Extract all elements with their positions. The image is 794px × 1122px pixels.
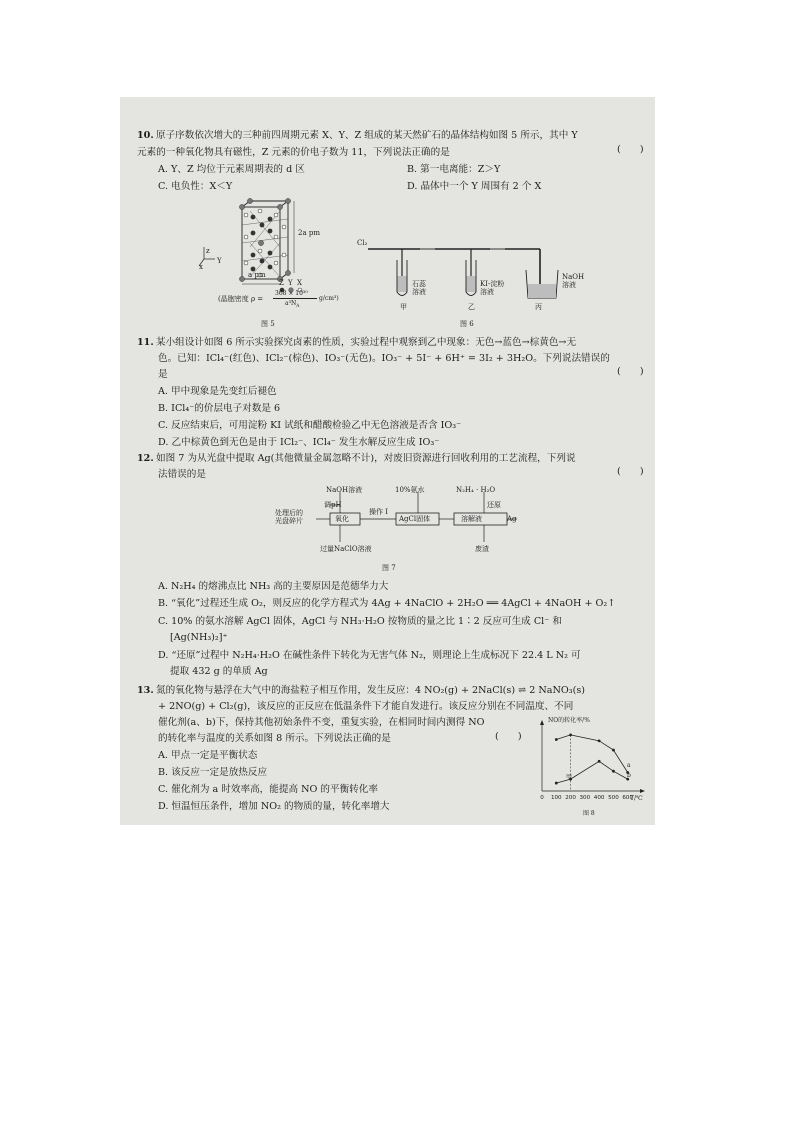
fig7-reduce: 还原 [487,501,501,509]
fig7-caption: 图 7 [382,564,396,572]
fig5-axis-x: x [199,263,203,271]
fig6-label-bing: 丙 [535,303,542,311]
fig6-apparatus [360,242,575,307]
q13-option-a: A. 甲点一定是平衡状态 [158,750,258,761]
q13-option-d: D. 恒温恒压条件，增加 NO₂ 的物质的量，转化率增大 [158,801,390,812]
q10-option-c: C. 电负性：X＜Y [158,181,233,192]
q10-number: 10. [137,130,154,141]
fig5-dim-a: a pm [248,271,266,279]
fig8-xtick-0: 0 [540,795,544,801]
fig8-xtick-200: 200 [565,795,576,801]
fig7-adjust-ph: 调pH [324,501,342,509]
q12-option-b: B. “氧化”过程还生成 O₂，则反应的化学方程式为 4Ag + 4NaClO + 2H₂O ══ 4AgCl + 4NaOH + O₂↑ [158,598,616,609]
fig5-caption: 图 5 [261,320,275,328]
q13-stem-line1: 氮的氧化物与悬浮在大气中的海盐粒子相互作用，发生反应：4 NO₂(g) + 2NaCl(s) ⇌ 2 NaNO₃(s) [156,685,586,696]
bing-liquid [528,284,556,298]
yi-liquid [467,276,476,292]
fig6-caption: 图 6 [460,320,474,328]
q13-stem-line3: 催化剂(a、b)下，保持其他初始条件不变，重复实验，在相同时间内测得 NO [158,717,485,728]
fig5-dim-2a: 2a pm [298,229,320,237]
fig8-point-jia: 甲 [566,774,573,781]
fig6-yi-reagent: KI-淀粉 溶液 [480,280,505,296]
q11-number: 11. [137,337,154,348]
q10-stem-line2: 元素的一种氧化物具有磁性，Z 元素的价电子数为 11，下列说法正确的是 [137,147,450,158]
fig6-bing-reagent: NaOH 溶液 [562,273,585,289]
fig8-caption: 图 8 [583,810,595,817]
q12-option-d-line2: 提取 432 g 的单质 Ag [170,666,268,677]
fig8-xtick-400: 400 [593,795,605,801]
fig5-fraction-bar [273,298,317,299]
fig8-chart [530,719,650,819]
fig5-legend-z: Z [279,279,284,287]
fig5-density-label: (晶胞密度 ρ = [218,295,264,303]
fig8-series-b-label: b [627,772,631,779]
fig8-xtick-600: 600 [622,795,634,801]
q13-stem-line2: + 2NO(g) + Cl₂(g)，该反应的正反应在低温条件下才能自发进行。该反应分别在不同温度、不同 [158,701,574,712]
q11-option-b: B. ICl₄⁻的价层电子对数是 6 [158,403,281,414]
fig6-jia-reagent: 石蕊 溶液 [412,280,426,296]
jia-liquid [398,276,407,292]
fig5-density-unit: g/cm³) [319,295,339,302]
fig8-xtick-300: 300 [579,795,591,801]
fig6-gas-label: Cl₂ [357,239,368,247]
q11-option-c: C. 反应结束后，可用淀粉 KI 试纸和醋酸检验乙中无色溶液是否含 IO₃⁻ [158,420,462,431]
q12-option-d-line1: D. “还原”过程中 N₂H₄·H₂O 在碱性条件下转化为无害气体 N₂，则理论上生成标况下 22.4 L N₂ 可 [158,650,581,661]
fig7-solution: 溶解液 [461,515,482,523]
fig7-naclo: 过量NaClO溶液 [320,545,372,553]
fig8-series-a-label: a [627,762,631,769]
fig6-label-yi: 乙 [468,303,475,311]
q13-number: 13. [137,685,154,696]
fig8-xtick-100: 100 [550,795,562,801]
fig8-xtick-500: 500 [608,795,619,801]
fig8-point-b-3 [612,770,615,773]
q13-stem-line4: 的转化率与温度的关系如图 8 所示。下列说法正确的是 [158,733,391,744]
q12-stem-line2: 法错误的是 [158,469,206,480]
q11-option-a: A. 甲中现象是先变红后褪色 [158,386,277,397]
q12-number: 12. [137,453,154,464]
q12-option-c-line2: [Ag(NH₃)₂]⁺ [170,632,228,643]
q10-stem-line1: 原子序数依次增大的三种前四周期元素 X、Y、Z 组成的某天然矿石的晶体结构如图 5 所示，其中 Y [156,130,578,141]
fig5-density-numerator: 368 × 10³⁰ [275,290,308,297]
q10-option-d: D. 晶体中一个 Y 周围有 2 个 X [407,181,542,192]
fig5-density-denominator: $a^3N_A$ [285,300,300,309]
q13-option-c: C. 催化剂为 a 时效率高，能提高 NO 的平衡转化率 [158,784,378,795]
q11-stem-line3: 是 [158,369,168,380]
q11-option-d: D. 乙中棕黄色到无色是由于 ICl₂⁻、ICl₄⁻ 发生水解反应生成 IO₃⁻ [158,437,440,448]
q12-option-a: A. N₂H₄ 的熔沸点比 NH₃ 高的主要原因是范德华力大 [158,581,389,592]
fig7-start-material: 处理后的 光盘碎片 [275,509,303,525]
fig7-hydrazine: N₂H₄ · H₂O [456,486,496,494]
fig8-point-a-3 [612,749,615,752]
q11-answer-paren: ( ) [617,366,644,377]
q12-stem-line1: 如图 7 为从光盘中提取 Ag(其他微量金属忽略不计)，对废旧资源进行回收利用的工艺流程，下列说 [156,453,576,464]
fig5-legend-y: Y [288,279,293,287]
fig7-naoh: NaOH溶液 [326,486,363,494]
fig8-point-b-0 [555,782,558,785]
q10-option-a: A. Y、Z 均位于元素周期表的 d 区 [158,164,305,175]
fig5-axis-y: Y [217,257,222,265]
q12-option-c-line1: C. 10% 的氨水溶解 AgCl 固体，AgCl 与 NH₃·H₂O 按物质的量之比 1∶2 反应可生成 Cl⁻ 和 [158,616,562,627]
q10-answer-paren: ( ) [617,144,644,155]
fig5-legend-x: X [297,279,302,287]
q13-answer-paren: ( ) [495,731,522,742]
fig8-point-a-0 [555,738,558,741]
exam-photo [120,97,655,825]
fig8-point-b-2 [598,760,601,763]
fig8-ylabel: NO的转化率/% [548,717,590,724]
fig7-oxidize: 氧化 [335,515,349,523]
fig8-xlabel: T/℃ [630,795,643,802]
q11-stem-line2: 色。已知：ICl₄⁻(红色)、ICl₂⁻(棕色)、IO₃⁻(无色)。IO₃⁻ + 5I⁻ + 6H⁺ = 3I₂ + 3H₂O。下列说法错误的 [158,353,610,364]
fig5-axis-z: z [206,247,210,255]
q10-option-b: B. 第一电离能：Z＞Y [407,164,501,175]
q13-option-b: B. 该反应一定是放热反应 [158,767,268,778]
fig7-ammonia: 10%氨水 [395,486,425,494]
fig7-op1: 操作 I [369,508,388,516]
fig7-product: Ag [507,515,517,523]
fig7-agcl: AgCl固体 [399,515,431,523]
fig8-line-a [556,735,627,773]
q11-stem-line1: 某小组设计如图 6 所示实验探究卤素的性质，实验过程中观察到乙中现象：无色→蓝色→棕黄色→无 [156,337,577,348]
fig8-point-a-2 [598,739,601,742]
fig6-label-jia: 甲 [400,303,407,311]
q12-answer-paren: ( ) [617,466,644,477]
fig7-waste: 废渣 [475,545,489,553]
